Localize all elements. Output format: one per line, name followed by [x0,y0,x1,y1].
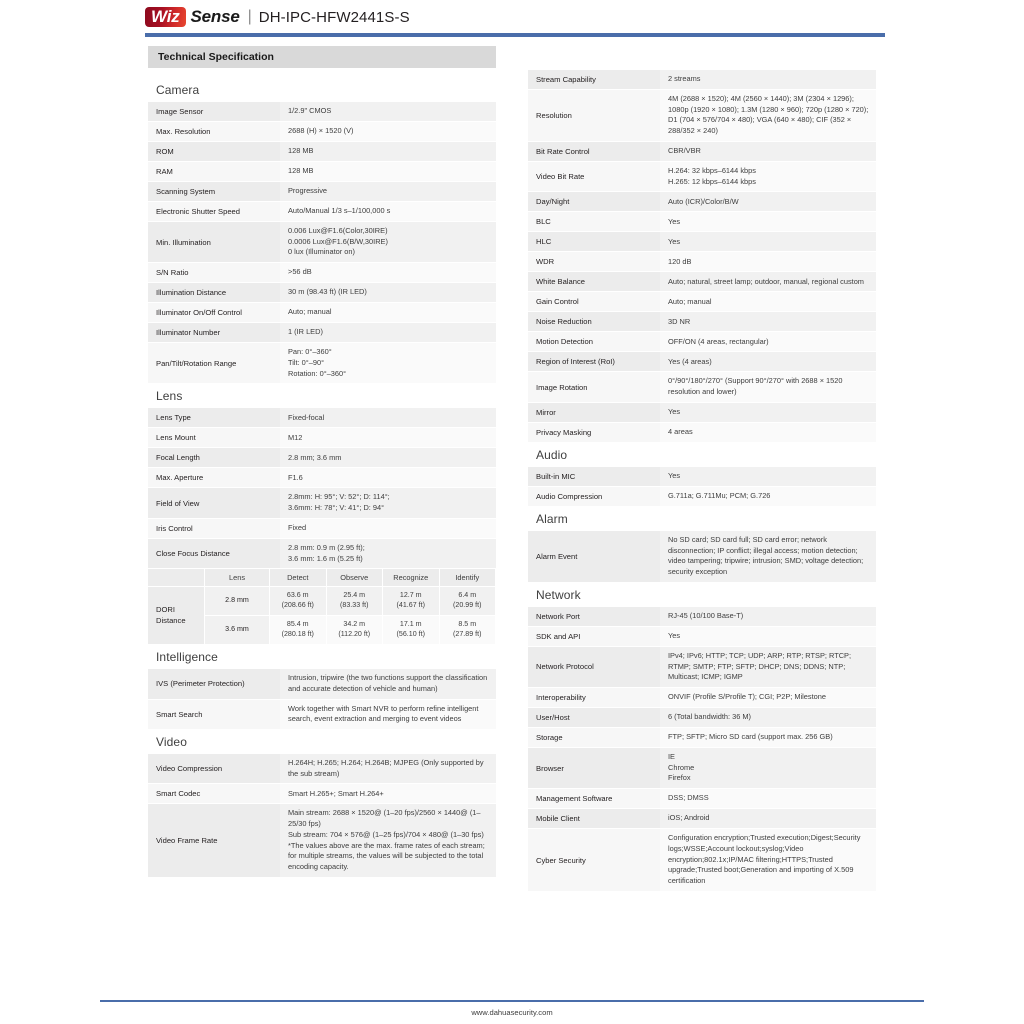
spec-value: Auto; manual [280,303,496,323]
spec-value: Auto (ICR)/Color/B/W [660,192,876,212]
dori-detect-value: 63.6 m (208.66 ft) [270,587,327,616]
spec-key: Region of Interest (RoI) [528,352,660,372]
spec-key: Video Frame Rate [148,804,280,877]
spec-table [148,754,496,878]
spec-key: BLC [528,212,660,232]
spec-value: Yes [660,626,876,646]
spec-key: RAM [148,162,280,182]
table-row [528,272,876,292]
spec-key: Network Port [528,607,660,627]
spec-value: RJ-45 (10/100 Base-T) [660,607,876,627]
dori-header-row [148,569,496,587]
spec-table [528,531,876,583]
spec-value: Pan: 0°–360° Tilt: 0°–90° Rotation: 0°–360° [280,343,496,384]
spec-value: 30 m (98.43 ft) (IR LED) [280,283,496,303]
spec-value: Intrusion, tripwire (the two functions support the classification and accurate detection of vehicle and human) [280,669,496,699]
table-row [528,422,876,442]
spec-key: Resolution [528,90,660,142]
spec-value: 6 (Total bandwidth: 36 M) [660,708,876,728]
table-row [148,202,496,222]
spec-key: Mobile Client [528,809,660,829]
spec-value: H.264: 32 kbps–6144 kbps H.265: 12 kbps–6144 kbps [660,161,876,191]
table-row [148,263,496,283]
product-model: DH-IPC-HFW2441S-S [258,8,410,26]
spec-value: Main stream: 2688 × 1520@ (1–20 fps)/2560 × 1440@ (1–25/30 fps) Sub stream: 704 × 576@ (1–25 fps)/704 × 480@ (1–30 fps) *The values above are the max. frame rates of each stream; for multiple streams, the values will be subjected to the total encoding capacity. [280,804,496,877]
spec-value: 4 areas [660,422,876,442]
table-row [148,754,496,784]
section-title: Network [536,587,581,602]
table-row [148,784,496,804]
spec-key: Audio Compression [528,486,660,506]
table-row [528,748,876,789]
spec-key: Illuminator Number [148,323,280,343]
table-row [148,468,496,488]
section-title: Intelligence [156,650,218,665]
dori-lens-value: 3.6 mm [205,616,270,645]
spec-value: Work together with Smart NVR to perform refine intelligent search, event extraction and merging to event videos [280,699,496,729]
spec-value: Yes (4 areas) [660,352,876,372]
spec-key: Alarm Event [528,531,660,582]
table-row [528,728,876,748]
spec-key: Video Bit Rate [528,161,660,191]
spec-key: Video Compression [148,754,280,784]
spec-value: H.264H; H.265; H.264; H.264B; MJPEG (Only supported by the sub stream) [280,754,496,784]
right-column [528,46,876,892]
table-row [528,486,876,506]
table-row [528,212,876,232]
spec-value: 128 MB [280,162,496,182]
spec-key: Min. Illumination [148,222,280,263]
spec-value: DSS; DMSS [660,789,876,809]
table-row [148,283,496,303]
dori-column-header: Identify [439,569,496,587]
spec-value: >56 dB [280,263,496,283]
table-row [528,829,876,892]
spec-value: Smart H.265+; Smart H.264+ [280,784,496,804]
spec-key: Max. Aperture [148,468,280,488]
table-row [528,626,876,646]
left-column [148,46,496,878]
table-row [528,789,876,809]
spec-table [148,408,496,569]
spec-value: 4M (2688 × 1520); 4M (2560 × 1440); 3M (2304 × 1296); 1080p (1920 × 1080); 1.3M (1280 × 960); 720p (1280 × 720); D1 (704 × 576/704 × 480); VGA (640 × 480); CIF (352 × 288/352 × 240) [660,90,876,142]
section-title: Video [156,734,187,749]
spec-key: Electronic Shutter Speed [148,202,280,222]
spec-value: Configuration encryption;Trusted execution;Digest;Security logs;WSSE;Account lockout;syslog;Video encryption;802.1x;IP/MAC filtering;HTTPS;Trusted upgrade;Trusted boot;Generation and importing of X.509 certification [660,829,876,892]
dori-column-header: Recognize [383,569,440,587]
section-title: Camera [156,83,200,97]
right-sections [528,70,876,892]
spec-key: Field of View [148,488,280,518]
spec-table [528,70,876,443]
spec-key: Illuminator On/Off Control [148,303,280,323]
spec-key: Stream Capability [528,70,660,90]
spec-value: IE Chrome Firefox [660,748,876,789]
spec-key: Day/Night [528,192,660,212]
spec-value: Fixed [280,518,496,538]
spec-value: F1.6 [280,468,496,488]
table-row [528,192,876,212]
spec-key: White Balance [528,272,660,292]
spec-table [148,102,496,384]
table-row [148,408,496,428]
dori-recognize-value: 17.1 m (56.10 ft) [383,616,440,645]
spec-key: Smart Search [148,699,280,729]
dori-label: DORI Distance [148,587,205,645]
spec-value: 0.006 Lux@F1.6(Color,30IRE) 0.0006 Lux@F1.6(B/W,30IRE) 0 lux (Illuminator on) [280,222,496,263]
table-row [528,161,876,191]
page-header [145,4,885,30]
dori-recognize-value: 12.7 m (41.67 ft) [383,587,440,616]
spec-key: HLC [528,232,660,252]
spec-value: Yes [660,212,876,232]
table-row [148,122,496,142]
spec-key: Image Rotation [528,372,660,402]
table-row [528,809,876,829]
spec-value: Fixed-focal [280,408,496,428]
spec-key: ROM [148,142,280,162]
table-row [148,448,496,468]
spec-value: 128 MB [280,142,496,162]
header-accent-bar [145,33,885,37]
spec-key: IVS (Perimeter Protection) [148,669,280,699]
spec-key: Cyber Security [528,829,660,892]
wizsense-logo-sense: Sense [190,7,240,26]
table-row [528,70,876,90]
dori-lens-value: 2.8 mm [205,587,270,616]
table-row [528,292,876,312]
technical-specification-banner: Technical Specification [148,46,496,68]
spec-value: 2.8mm: H: 95°; V: 52°; D: 114°; 3.6mm: H: 78°; V: 41°; D: 94° [280,488,496,518]
spec-table [148,669,496,730]
table-row [528,402,876,422]
spec-key: Illumination Distance [148,283,280,303]
spec-value: 120 dB [660,252,876,272]
spec-key: Motion Detection [528,332,660,352]
dori-distance-table [148,569,496,645]
spec-table [528,607,876,892]
table-row [148,428,496,448]
spec-key: WDR [528,252,660,272]
spec-key: Management Software [528,789,660,809]
table-row [148,804,496,877]
table-row [528,467,876,487]
spec-key: Interoperability [528,688,660,708]
spec-value: CBR/VBR [660,141,876,161]
spec-key: Browser [528,748,660,789]
spec-value: Yes [660,402,876,422]
spec-value: OFF/ON (4 areas, rectangular) [660,332,876,352]
spec-value: 2688 (H) × 1520 (V) [280,122,496,142]
spec-value: 2 streams [660,70,876,90]
spec-key: Lens Type [148,408,280,428]
dori-identify-value: 8.5 m (27.89 ft) [439,616,496,645]
spec-key: Privacy Masking [528,422,660,442]
spec-key: User/Host [528,708,660,728]
table-row [148,303,496,323]
table-row [528,646,876,687]
table-row [528,141,876,161]
footer-url: www.dahuasecurity.com [471,1008,553,1017]
spec-key: Iris Control [148,518,280,538]
left-sections [148,78,496,878]
dori-detect-value: 85.4 m (280.18 ft) [270,616,327,645]
spec-value: Auto; natural, street lamp; outdoor, manual, regional custom [660,272,876,292]
table-row [528,312,876,332]
table-row [148,102,496,122]
spec-value: 2.8 mm: 0.9 m (2.95 ft); 3.6 mm: 1.6 m (5.25 ft) [280,538,496,568]
spec-value: 1/2.9" CMOS [280,102,496,122]
dori-column-header: Detect [270,569,327,587]
table-row [528,252,876,272]
table-row [148,699,496,729]
table-row [528,688,876,708]
section-title: Audio [536,447,568,462]
table-row [148,538,496,568]
spec-value: FTP; SFTP; Micro SD card (support max. 256 GB) [660,728,876,748]
spec-key: Built-in MIC [528,467,660,487]
spec-table [528,467,876,507]
spec-value: Auto/Manual 1/3 s–1/100,000 s [280,202,496,222]
spec-key: Close Focus Distance [148,538,280,568]
table-row [528,332,876,352]
spec-value: IPv4; IPv6; HTTP; TCP; UDP; ARP; RTP; RTSP; RTCP; RTMP; SMTP; FTP; SFTP; DHCP; DNS; DDNS; NTP; Multicast; ICMP; IGMP [660,646,876,687]
spec-value: 2.8 mm; 3.6 mm [280,448,496,468]
dori-column-header: Lens [205,569,270,587]
table-row [148,518,496,538]
dori-row [148,587,496,616]
spec-key: Noise Reduction [528,312,660,332]
table-row [528,708,876,728]
table-row [528,531,876,582]
spec-value: ONVIF (Profile S/Profile T); CGI; P2P; Milestone [660,688,876,708]
table-row [148,669,496,699]
table-row [528,607,876,627]
table-row [148,142,496,162]
spec-value: G.711a; G.711Mu; PCM; G.726 [660,486,876,506]
spec-key: Smart Codec [148,784,280,804]
spec-value: 3D NR [660,312,876,332]
spec-value: Progressive [280,182,496,202]
spec-key: Gain Control [528,292,660,312]
dori-column-header: Observe [326,569,383,587]
spec-value: 1 (IR LED) [280,323,496,343]
right-column-spacer [528,46,876,70]
spec-value: Yes [660,467,876,487]
section-title: Alarm [536,511,568,526]
spec-value: Yes [660,232,876,252]
table-row [148,488,496,518]
table-row [148,162,496,182]
table-row [148,182,496,202]
spec-value: 0°/90°/180°/270° (Support 90°/270° with 2688 × 1520 resolution and lower) [660,372,876,402]
table-row [148,343,496,384]
table-row [148,323,496,343]
spec-key: Max. Resolution [148,122,280,142]
spec-value: No SD card; SD card full; SD card error; network disconnection; IP conflict; illegal access; motion detection; video tampering; tripwire; intrusion; SMD; voltage detection; security exception [660,531,876,582]
spec-key: S/N Ratio [148,263,280,283]
dori-corner-cell [148,569,205,587]
table-row [528,232,876,252]
spec-key: Scanning System [148,182,280,202]
table-row [528,352,876,372]
dori-observe-value: 25.4 m (83.33 ft) [326,587,383,616]
spec-key: Storage [528,728,660,748]
spec-value: M12 [280,428,496,448]
spec-key: Bit Rate Control [528,141,660,161]
spec-value: iOS; Android [660,809,876,829]
spec-key: Lens Mount [148,428,280,448]
table-row [528,90,876,142]
spec-key: SDK and API [528,626,660,646]
spec-key: Focal Length [148,448,280,468]
spec-key: Network Protocol [528,646,660,687]
dori-identify-value: 6.4 m (20.99 ft) [439,587,496,616]
header-separator: | [247,8,252,25]
wizsense-logo-wiz: Wiz [145,7,186,28]
spec-key: Mirror [528,402,660,422]
dori-observe-value: 34.2 m (112.20 ft) [326,616,383,645]
table-row [528,372,876,402]
spec-key: Image Sensor [148,102,280,122]
footer-divider [100,1000,924,1002]
section-title: Lens [156,389,183,404]
table-row [148,222,496,263]
spec-value: Auto; manual [660,292,876,312]
spec-key: Pan/Tilt/Rotation Range [148,343,280,384]
